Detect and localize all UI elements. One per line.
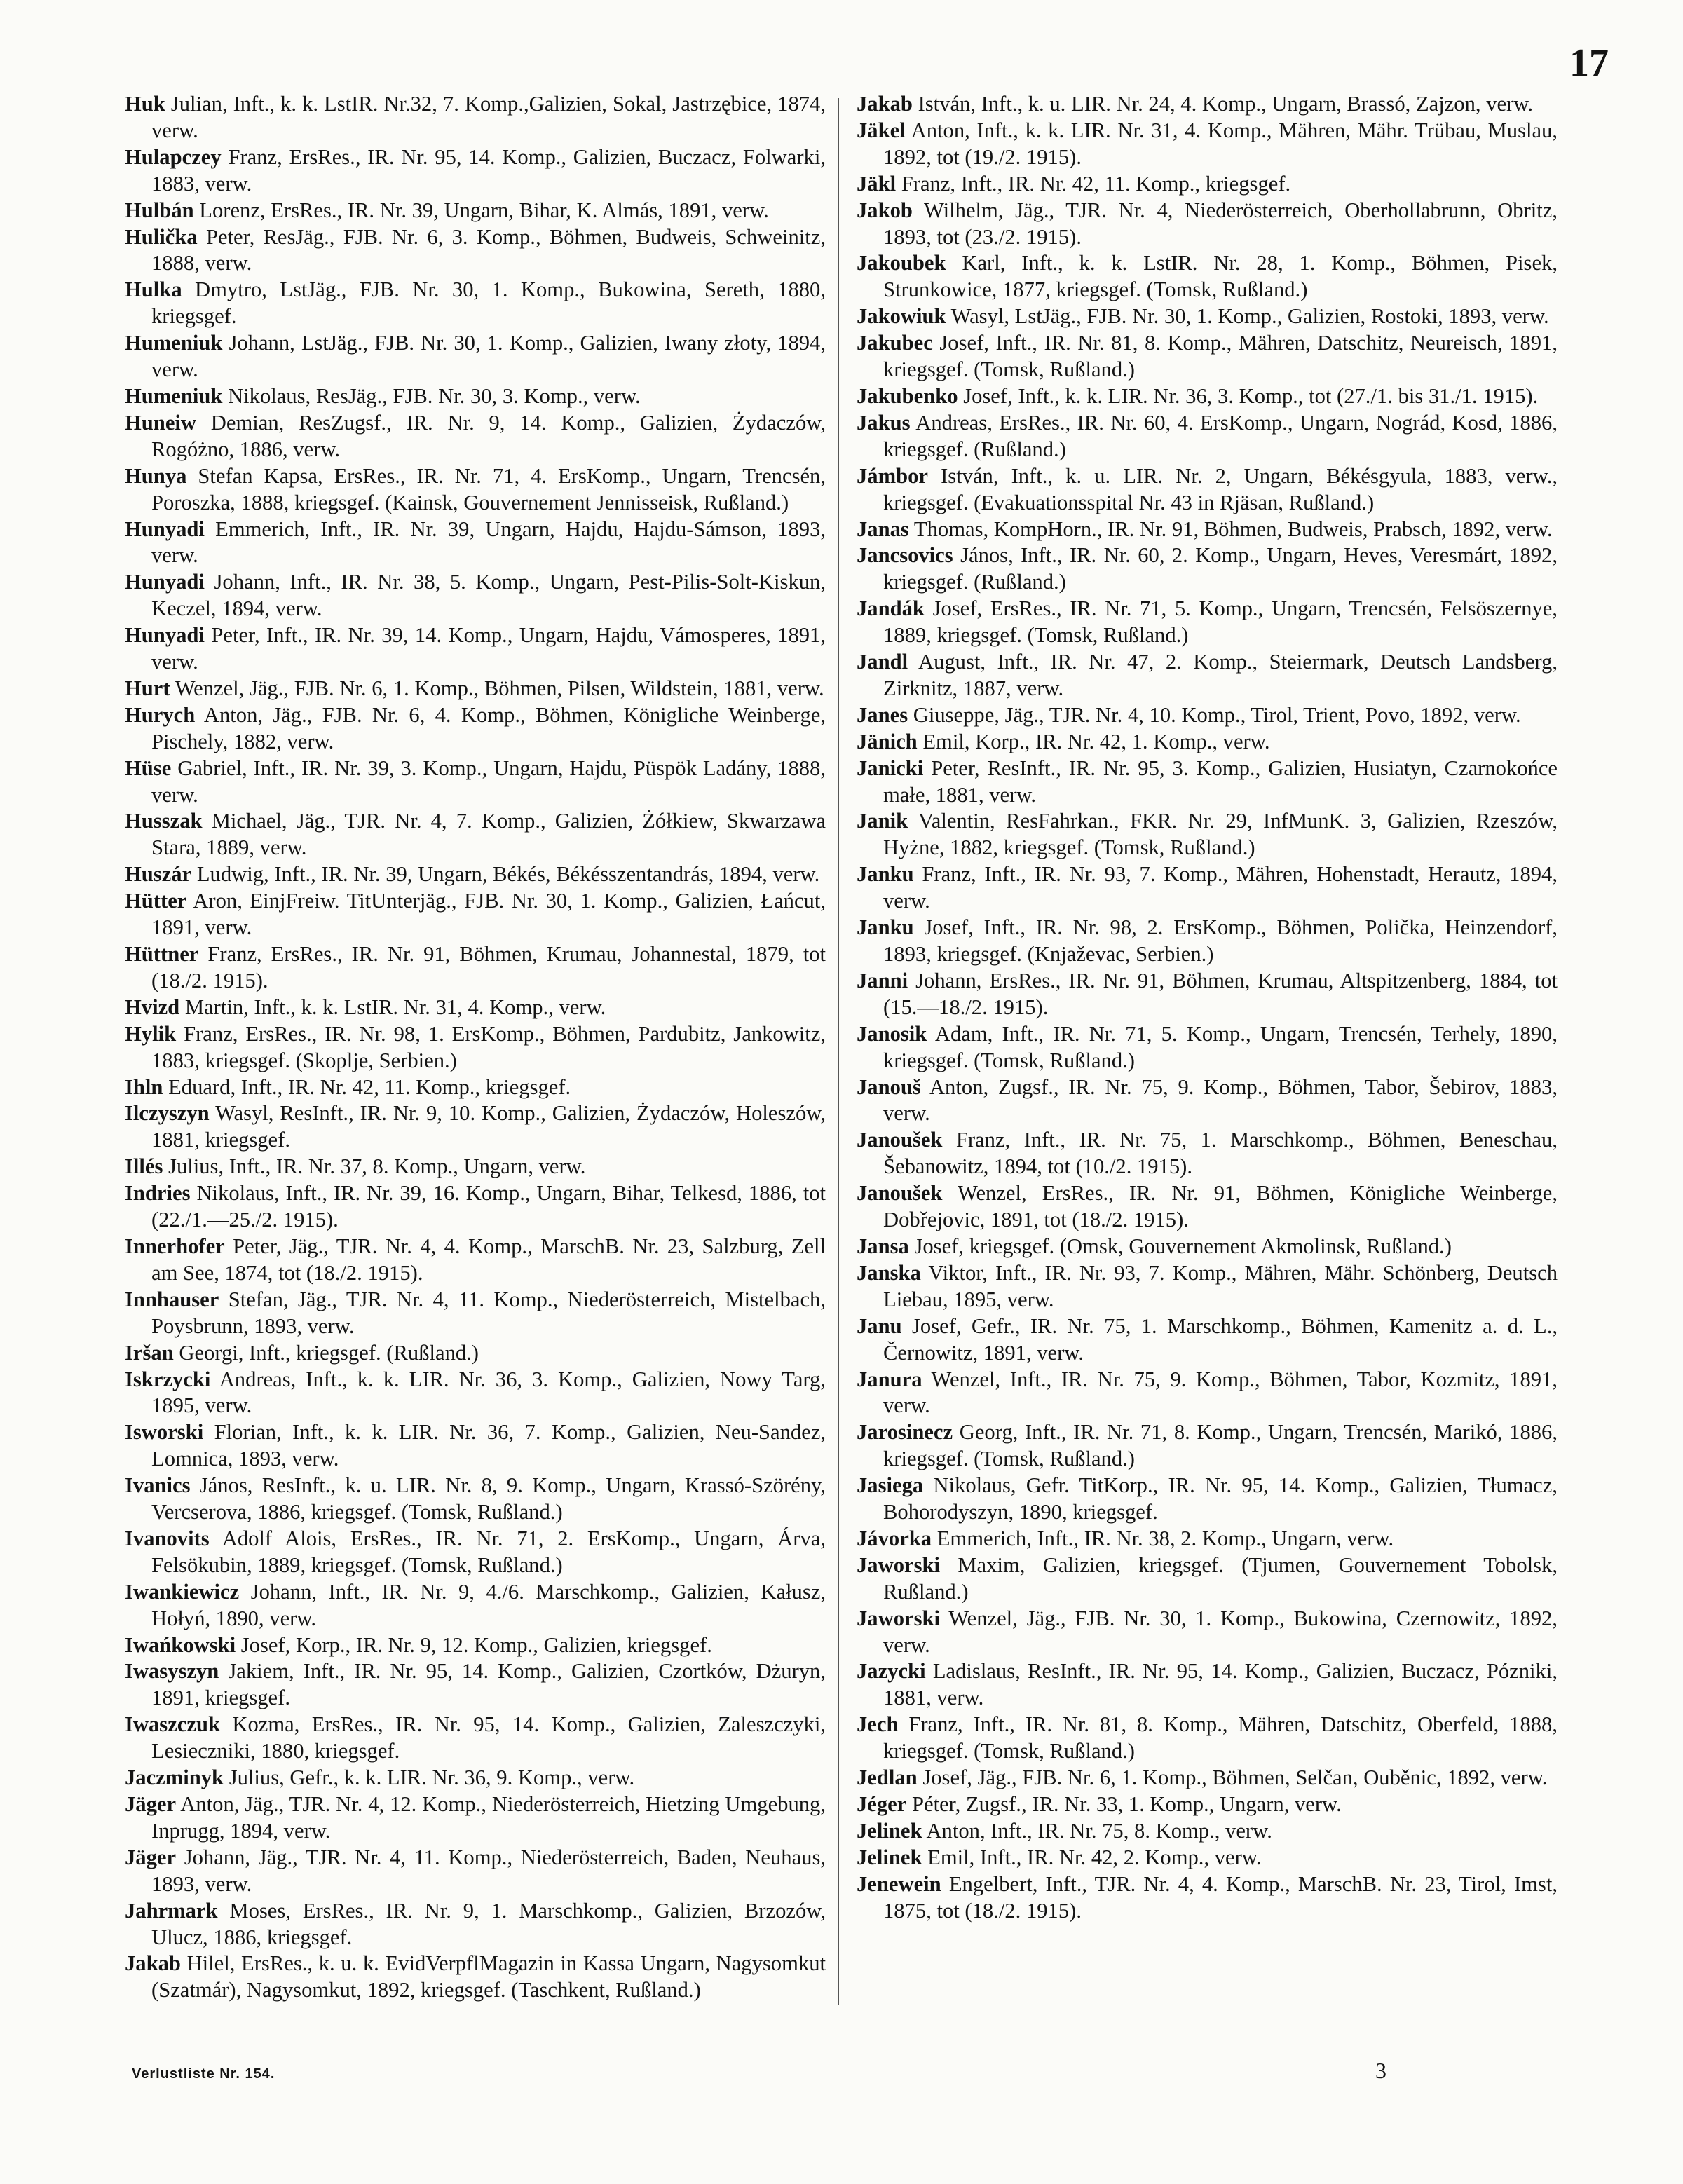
- entry-surname: Jäger: [125, 1792, 177, 1816]
- entry-details: Maxim, Galizien, kriegsgef. (Tjumen, Gouvernement Tobolsk, Rußland.): [883, 1552, 1558, 1604]
- entry-details: István, Inft., k. u. LIR. Nr. 24, 4. Komp., Ungarn, Brassó, Zajzon, verw.: [918, 92, 1534, 116]
- casualty-entry: [857, 410, 1558, 463]
- casualty-entry: [125, 676, 826, 702]
- entry-surname: Janura: [857, 1367, 922, 1391]
- entry-surname: Isworski: [125, 1420, 204, 1445]
- entry-details: Nikolaus, Gefr. TitKorp., IR. Nr. 95, 14. Komp., Galizien, Tłumacz, Bohorodyszyn, 1890, kriegsgef.: [883, 1473, 1558, 1524]
- entry-details: Dmytro, LstJäg., FJB. Nr. 30, 1. Komp., Bukowina, Sereth, 1880, kriegsgef.: [151, 278, 826, 329]
- entry-details: Anton, Jäg., TJR. Nr. 4, 12. Komp., Niederösterreich, Hietzing Umgebung, Inprugg, 1894, verw.: [151, 1792, 826, 1843]
- entry-surname: Janik: [857, 809, 908, 833]
- casualty-entry: [857, 808, 1558, 861]
- entry-details: Wasyl, LstJäg., FJB. Nr. 30, 1. Komp., Galizien, Rostoki, 1893, verw.: [950, 304, 1549, 329]
- casualty-entry: [857, 1712, 1558, 1765]
- casualty-entry: [857, 1818, 1558, 1845]
- casualty-entry: [857, 517, 1558, 543]
- entry-surname: Hüttner: [125, 942, 199, 966]
- casualty-entry: [857, 1127, 1558, 1180]
- entry-details: Valentin, ResFahrkan., FKR. Nr. 29, InfMunK. 3, Galizien, Rzeszów, Hyżne, 1882, kriegsgef. (Tomsk, Rußland.): [883, 809, 1558, 860]
- left-column: [125, 91, 826, 2004]
- casualty-entry: [125, 1845, 826, 1898]
- entry-surname: Jäkel: [857, 118, 906, 142]
- entry-surname: Janni: [857, 968, 908, 992]
- entry-details: Viktor, Inft., IR. Nr. 93, 7. Komp., Mähren, Mähr. Schönberg, Deutsch Liebau, 1895, verw.: [883, 1260, 1558, 1311]
- entry-surname: Jelinek: [857, 1845, 922, 1869]
- casualty-entry: [125, 198, 826, 224]
- casualty-entry: [857, 1473, 1558, 1526]
- entry-details: Engelbert, Inft., TJR. Nr. 4, 4. Komp., MarschB. Nr. 23, Tirol, Imst, 1875, tot (18./2. 1915).: [883, 1871, 1558, 1923]
- entry-details: Peter, ResInft., IR. Nr. 95, 3. Komp., Galizien, Husiatyn, Czarnokońce małe, 1881, verw.: [883, 756, 1558, 807]
- entry-surname: Janicki: [857, 756, 924, 780]
- casualty-entry: [125, 91, 826, 144]
- casualty-entry: [125, 808, 826, 861]
- casualty-entry: [125, 1898, 826, 1951]
- entry-details: Ludwig, Inft., IR. Nr. 39, Ungarn, Békés, Békésszentandrás, 1894, verw.: [196, 862, 820, 887]
- entry-details: August, Inft., IR. Nr. 47, 2. Komp., Steiermark, Deutsch Landsberg, Zirknitz, 1887, verw.: [883, 650, 1558, 700]
- entry-surname: Janes: [857, 702, 908, 727]
- casualty-entry: [125, 995, 826, 1021]
- entry-details: Josef, Jäg., FJB. Nr. 6, 1. Komp., Böhmen, Selčan, Ouběnic, 1892, verw.: [922, 1766, 1548, 1790]
- casualty-entry: [857, 383, 1558, 410]
- casualty-entry: [125, 330, 826, 383]
- casualty-entry: [857, 542, 1558, 596]
- entry-surname: Ihln: [125, 1074, 163, 1099]
- entry-details: Stefan Kapsa, ErsRes., IR. Nr. 71, 4. ErsKomp., Ungarn, Trencsén, Poroszka, 1888, kriegsgef. (Kainsk, Gouvernement Jennisseisk, Rußland.): [151, 463, 826, 514]
- casualty-entry: [857, 463, 1558, 517]
- casualty-entry: [857, 330, 1558, 383]
- casualty-entry: [857, 729, 1558, 756]
- casualty-entry: [857, 915, 1558, 968]
- entry-surname: Iskrzycki: [125, 1367, 211, 1391]
- list-label: Verlustliste Nr. 154.: [132, 2066, 275, 2082]
- casualty-entry: [857, 1526, 1558, 1552]
- casualty-entry: [857, 1871, 1558, 1925]
- entry-details: Franz, ErsRes., IR. Nr. 95, 14. Komp., Galizien, Buczacz, Folwarki, 1883, verw.: [151, 144, 826, 196]
- casualty-entry: [125, 144, 826, 198]
- entry-surname: Jäger: [125, 1845, 177, 1869]
- casualty-entry: [125, 463, 826, 517]
- casualty-entry: [125, 517, 826, 570]
- casualty-entry: [857, 596, 1558, 649]
- entry-details: Franz, ErsRes., IR. Nr. 98, 1. ErsKomp., Böhmen, Pardubitz, Jankowitz, 1883, kriegsgef. (Skoplje, Serbien.): [151, 1021, 826, 1072]
- entry-surname: Hunyadi: [125, 517, 205, 541]
- casualty-entry: [125, 1074, 826, 1101]
- casualty-entry: [857, 1606, 1558, 1659]
- entry-surname: Jandák: [857, 596, 925, 621]
- casualty-entry: [857, 1791, 1558, 1818]
- entry-surname: Iwasyszyn: [125, 1659, 219, 1684]
- entry-details: Kozma, ErsRes., IR. Nr. 95, 14. Komp., Galizien, Zaleszczyki, Lesieczniki, 1880, kriegsgef.: [151, 1712, 826, 1763]
- casualty-entry: [857, 1845, 1558, 1871]
- casualty-entry: [857, 303, 1558, 330]
- casualty-entry: [857, 171, 1558, 198]
- entry-details: János, ResInft., k. u. LIR. Nr. 8, 9. Komp., Ungarn, Krassó-Szörény, Vercserova, 1886, kriegsgef. (Tomsk, Rußland.): [151, 1473, 826, 1524]
- entry-details: Moses, ErsRes., IR. Nr. 9, 1. Marschkomp., Galizien, Brzozów, Ulucz, 1886, kriegsgef.: [151, 1898, 826, 1949]
- casualty-entry: [857, 250, 1558, 303]
- entry-details: Wenzel, ErsRes., IR. Nr. 91, Böhmen, Königliche Weinberge, Dobřejovic, 1891, tot (18./2. 1915).: [883, 1181, 1558, 1232]
- casualty-entry: [857, 1658, 1558, 1712]
- entry-surname: Hunyadi: [125, 623, 205, 648]
- entry-surname: Jelinek: [857, 1818, 922, 1843]
- casualty-entry: [857, 702, 1558, 729]
- entry-surname: Iwankiewicz: [125, 1579, 240, 1604]
- entry-details: Julius, Inft., IR. Nr. 37, 8. Komp., Ungarn, verw.: [168, 1154, 586, 1179]
- entry-details: Anton, Inft., IR. Nr. 75, 8. Komp., verw.: [926, 1818, 1272, 1843]
- entry-details: Demian, ResZugsf., IR. Nr. 9, 14. Komp., Galizien, Żydaczów, Rogóżno, 1886, verw.: [151, 410, 826, 461]
- casualty-entry: [857, 861, 1558, 915]
- entry-surname: Jakab: [125, 1951, 181, 1976]
- entry-surname: Hüse: [125, 756, 172, 780]
- entry-surname: Jávorka: [857, 1526, 932, 1550]
- entry-surname: Janska: [857, 1260, 921, 1285]
- entry-details: Josef, Inft., IR. Nr. 98, 2. ErsKomp., Böhmen, Polička, Heinzendorf, 1893, kriegsgef. (Knjaževac, Serbien.): [883, 915, 1558, 966]
- casualty-entry: [125, 1658, 826, 1712]
- entry-details: Stefan, Jäg., TJR. Nr. 4, 11. Komp., Niederösterreich, Mistelbach, Poysbrunn, 1893, verw.: [151, 1287, 826, 1338]
- entry-details: Andreas, Inft., k. k. LIR. Nr. 36, 3. Komp., Galizien, Nowy Targ, 1895, verw.: [151, 1367, 826, 1418]
- casualty-entry: [125, 1526, 826, 1579]
- right-column: [857, 91, 1558, 1925]
- entry-details: Johann, ErsRes., IR. Nr. 91, Böhmen, Krumau, Altspitzenberg, 1884, tot (15.—18./2. 1915).: [883, 968, 1558, 1019]
- entry-surname: Jandl: [857, 650, 908, 674]
- entry-surname: Janoušek: [857, 1128, 943, 1152]
- entry-surname: Jäkl: [857, 171, 897, 196]
- entry-details: Lorenz, ErsRes., IR. Nr. 39, Ungarn, Bihar, K. Almás, 1891, verw.: [199, 198, 769, 222]
- entry-surname: Jazycki: [857, 1659, 926, 1684]
- casualty-entry: [857, 198, 1558, 251]
- entry-surname: Jancsovics: [857, 543, 953, 568]
- casualty-entry: [125, 1579, 826, 1632]
- entry-details: Ladislaus, ResInft., IR. Nr. 95, 14. Komp., Galizien, Buczacz, Pózniki, 1881, verw.: [883, 1659, 1558, 1710]
- casualty-entry: [125, 1473, 826, 1526]
- casualty-entry: [857, 756, 1558, 809]
- casualty-entry: [125, 1100, 826, 1154]
- entry-surname: Jech: [857, 1712, 899, 1737]
- entry-surname: Jéger: [857, 1792, 907, 1816]
- entry-surname: Jámbor: [857, 463, 928, 488]
- entry-details: Franz, Inft., IR. Nr. 93, 7. Komp., Mähren, Hohenstadt, Herautz, 1894, verw.: [883, 862, 1558, 913]
- casualty-entry: [857, 91, 1558, 118]
- casualty-entry: [125, 1712, 826, 1765]
- casualty-entry: [857, 1021, 1558, 1074]
- entry-surname: Jasiega: [857, 1473, 924, 1498]
- entry-details: Wilhelm, Jäg., TJR. Nr. 4, Niederösterreich, Oberhollabrunn, Obritz, 1893, tot (23./2. 1915).: [883, 198, 1558, 249]
- entry-details: Adolf Alois, ErsRes., IR. Nr. 71, 2. ErsKomp., Ungarn, Árva, Felsökubin, 1889, kriegsgef. (Tomsk, Rußland.): [151, 1526, 826, 1577]
- casualty-entry: [125, 1951, 826, 2004]
- entry-surname: Hurt: [125, 676, 170, 700]
- casualty-entry: [125, 1632, 826, 1659]
- entry-surname: Illés: [125, 1154, 163, 1179]
- casualty-entry: [125, 1340, 826, 1367]
- entry-details: Julius, Gefr., k. k. LIR. Nr. 36, 9. Komp., verw.: [229, 1766, 635, 1790]
- entry-surname: Janku: [857, 915, 914, 940]
- entry-surname: Hunya: [125, 463, 187, 488]
- casualty-entry: [125, 224, 826, 278]
- entry-details: Emmerich, Inft., IR. Nr. 38, 2. Komp., Ungarn, verw.: [936, 1526, 1394, 1550]
- entry-details: Hilel, ErsRes., k. u. k. EvidVerpflMagazin in Kassa Ungarn, Nagysomkut (Szatmár), Nagysomkut, 1892, kriegsgef. (Taschkent, Rußland.): [151, 1951, 826, 2002]
- casualty-entry: [125, 1234, 826, 1287]
- entry-surname: Ivanics: [125, 1473, 191, 1498]
- casualty-entry: [125, 1287, 826, 1340]
- casualty-entry: [857, 1313, 1558, 1367]
- entry-details: Giuseppe, Jäg., TJR. Nr. 4, 10. Komp., Tirol, Trient, Povo, 1892, verw.: [913, 702, 1521, 727]
- entry-surname: Hvizd: [125, 995, 180, 1019]
- entry-details: Julian, Inft., k. k. LstIR. Nr.32, 7. Komp.,Galizien, Sokal, Jastrzębice, 1874, verw.: [151, 92, 826, 142]
- casualty-entry: [125, 888, 826, 941]
- casualty-entry: [857, 1234, 1558, 1260]
- casualty-entry: [125, 622, 826, 676]
- entry-surname: Hulbán: [125, 198, 194, 222]
- entry-details: Gabriel, Inft., IR. Nr. 39, 3. Komp., Ungarn, Hajdu, Püspök Ladány, 1888, verw.: [151, 756, 826, 807]
- entry-surname: Iwaszczuk: [125, 1712, 220, 1737]
- entry-details: Franz, Inft., IR. Nr. 75, 1. Marschkomp., Böhmen, Beneschau, Šebanowitz, 1894, tot (10./2. 1915).: [883, 1128, 1558, 1179]
- entry-details: Peter, ResJäg., FJB. Nr. 6, 3. Komp., Böhmen, Budweis, Schweinitz, 1888, verw.: [151, 224, 826, 275]
- entry-details: Emil, Korp., IR. Nr. 42, 1. Komp., verw.: [922, 729, 1270, 753]
- entry-details: Wenzel, Jäg., FJB. Nr. 6, 1. Komp., Böhmen, Pilsen, Wildstein, 1881, verw.: [175, 676, 824, 700]
- entry-surname: Huk: [125, 92, 165, 116]
- entry-details: Emmerich, Inft., IR. Nr. 39, Ungarn, Hajdu, Hajdu-Sámson, 1893, verw.: [151, 517, 826, 568]
- entry-surname: Hunyadi: [125, 570, 205, 594]
- entry-surname: Huszár: [125, 862, 192, 887]
- entry-details: Thomas, KompHorn., IR. Nr. 91, Böhmen, Budweis, Prabsch, 1892, verw.: [913, 517, 1553, 541]
- entry-details: Georg, Inft., IR. Nr. 71, 8. Komp., Ungarn, Trencsén, Marikó, 1886, kriegsgef. (Tomsk, Rußland.): [883, 1420, 1558, 1471]
- entry-surname: Iršan: [125, 1340, 174, 1365]
- entry-details: Wenzel, Jäg., FJB. Nr. 30, 1. Komp., Bukowina, Czernowitz, 1892, verw.: [883, 1606, 1558, 1657]
- entry-surname: Jaworski: [857, 1552, 940, 1577]
- entry-surname: Jarosinecz: [857, 1420, 953, 1445]
- casualty-entry: [857, 1552, 1558, 1606]
- entry-surname: Jaczminyk: [125, 1766, 224, 1790]
- entry-surname: Hulka: [125, 278, 182, 302]
- entry-surname: Humeniuk: [125, 383, 223, 408]
- entry-details: Josef, kriegsgef. (Omsk, Gouvernement Akmolinsk, Rußland.): [914, 1234, 1452, 1258]
- entry-surname: Janku: [857, 862, 914, 887]
- casualty-entry: [125, 1180, 826, 1234]
- casualty-entry: [857, 1367, 1558, 1420]
- casualty-entry: [125, 702, 826, 756]
- entry-details: Franz, Inft., IR. Nr. 81, 8. Komp., Mähren, Datschitz, Oberfeld, 1888, kriegsgef. (Tomsk, Rußland.): [883, 1712, 1558, 1763]
- entry-surname: Indries: [125, 1181, 191, 1206]
- entry-details: Emil, Inft., IR. Nr. 42, 2. Komp., verw.: [927, 1845, 1262, 1869]
- casualty-entry: [125, 1367, 826, 1420]
- page-number: 17: [1569, 41, 1609, 85]
- casualty-entry: [125, 756, 826, 809]
- entry-surname: Janu: [857, 1313, 902, 1338]
- entry-details: Anton, Zugsf., IR. Nr. 75, 9. Komp., Böhmen, Tabor, Šebirov, 1883, verw.: [883, 1074, 1558, 1126]
- entry-surname: Ivanovits: [125, 1526, 210, 1550]
- entry-surname: Iwańkowski: [125, 1632, 236, 1657]
- entry-details: Anton, Jäg., FJB. Nr. 6, 4. Komp., Böhmen, Königliche Weinberge, Pischely, 1882, verw.: [151, 702, 826, 753]
- entry-details: Johann, LstJäg., FJB. Nr. 30, 1. Komp., Galizien, Iwany złoty, 1894, verw.: [151, 331, 826, 382]
- entry-details: Josef, ErsRes., IR. Nr. 71, 5. Komp., Ungarn, Trencsén, Felsöszernye, 1889, kriegsgef. (Tomsk, Rußland.): [883, 596, 1558, 648]
- entry-surname: Janouš: [857, 1074, 921, 1099]
- entry-details: János, Inft., IR. Nr. 60, 2. Komp., Ungarn, Heves, Veresmárt, 1892, kriegsgef. (Rußland.): [883, 543, 1558, 594]
- entry-surname: Huneiw: [125, 410, 196, 435]
- entry-surname: Jakubenko: [857, 383, 958, 408]
- entry-details: Josef, Inft., k. k. LIR. Nr. 36, 3. Komp., tot (27./1. bis 31./1. 1915).: [963, 383, 1539, 408]
- casualty-entry: [125, 383, 826, 410]
- entry-surname: Jänich: [857, 729, 918, 753]
- entry-surname: Humeniuk: [125, 331, 223, 355]
- casualty-entry: [125, 941, 826, 995]
- entry-surname: Jakus: [857, 410, 911, 435]
- casualty-entry: [857, 968, 1558, 1021]
- entry-surname: Hulička: [125, 224, 198, 249]
- entry-details: Michael, Jäg., TJR. Nr. 4, 7. Komp., Galizien, Żółkiew, Skwarzawa Stara, 1889, verw.: [151, 809, 826, 860]
- entry-surname: Janosik: [857, 1021, 927, 1046]
- entry-surname: Hurych: [125, 702, 196, 727]
- entry-details: István, Inft., k. u. LIR. Nr. 2, Ungarn, Békésgyula, 1883, verw., kriegsgef. (Evakuationsspital Nr. 43 in Rjäsan, Rußland.): [883, 463, 1558, 514]
- entry-details: Josef, Gefr., IR. Nr. 75, 1. Marschkomp., Böhmen, Kamenitz a. d. L., Černowitz, 1891, verw.: [883, 1313, 1558, 1365]
- casualty-entry: [857, 1765, 1558, 1791]
- entry-surname: Hütter: [125, 889, 187, 913]
- entry-details: Peter, Jäg., TJR. Nr. 4, 4. Komp., MarschB. Nr. 23, Salzburg, Zell am See, 1874, tot (18./2. 1915).: [151, 1234, 826, 1285]
- entry-details: Franz, ErsRes., IR. Nr. 91, Böhmen, Krumau, Johannestal, 1879, tot (18./2. 1915).: [151, 942, 826, 992]
- casualty-entry: [125, 569, 826, 622]
- casualty-entry: [857, 1074, 1558, 1128]
- column-divider: [838, 98, 839, 2005]
- casualty-entry: [857, 1419, 1558, 1473]
- entry-surname: Jahrmark: [125, 1898, 218, 1923]
- entry-surname: Jaworski: [857, 1606, 940, 1630]
- entry-surname: Jakubec: [857, 331, 933, 355]
- entry-surname: Jansa: [857, 1234, 909, 1258]
- entry-details: Nikolaus, ResJäg., FJB. Nr. 30, 3. Komp., verw.: [228, 383, 641, 408]
- casualty-entry: [857, 649, 1558, 702]
- entry-details: Johann, Inft., IR. Nr. 9, 4./6. Marschkomp., Galizien, Kałusz, Hołyń, 1890, verw.: [151, 1579, 826, 1630]
- entry-details: Josef, Korp., IR. Nr. 9, 12. Komp., Galizien, kriegsgef.: [240, 1632, 712, 1657]
- entry-surname: Husszak: [125, 809, 203, 833]
- entry-details: Josef, Inft., IR. Nr. 81, 8. Komp., Mähren, Datschitz, Neureisch, 1891, kriegsgef. (Tomsk, Rußland.): [883, 331, 1558, 382]
- casualty-entry: [125, 1791, 826, 1845]
- entry-surname: Janoušek: [857, 1181, 943, 1206]
- entry-surname: Innerhofer: [125, 1234, 225, 1258]
- entry-details: Martin, Inft., k. k. LstIR. Nr. 31, 4. Komp., verw.: [184, 995, 606, 1019]
- entry-surname: Jakowiuk: [857, 304, 946, 329]
- entry-details: Andreas, ErsRes., IR. Nr. 60, 4. ErsKomp., Ungarn, Nográd, Kosd, 1886, kriegsgef. (Rußland.): [883, 410, 1558, 461]
- entry-surname: Hylik: [125, 1021, 177, 1046]
- entry-details: Johann, Jäg., TJR. Nr. 4, 11. Komp., Niederösterreich, Baden, Neuhaus, 1893, verw.: [151, 1845, 826, 1896]
- entry-details: Georgi, Inft., kriegsgef. (Rußland.): [179, 1340, 479, 1365]
- entry-details: Aron, EinjFreiw. TitUnterjäg., FJB. Nr. 30, 1. Komp., Galizien, Łańcut, 1891, verw.: [151, 889, 826, 940]
- entry-surname: Janas: [857, 517, 909, 541]
- casualty-entry: [125, 1419, 826, 1473]
- entry-details: Wenzel, Inft., IR. Nr. 75, 9. Komp., Böhmen, Tabor, Kozmitz, 1891, verw.: [883, 1367, 1558, 1418]
- entry-surname: Jakob: [857, 198, 913, 222]
- casualty-entry: [125, 410, 826, 463]
- entry-surname: Ilczyszyn: [125, 1101, 210, 1126]
- entry-details: Karl, Inft., k. k. LstIR. Nr. 28, 1. Komp., Böhmen, Pisek, Strunkowice, 1877, kriegsgef. (Tomsk, Rußland.): [883, 251, 1558, 302]
- casualty-entry: [125, 277, 826, 330]
- entry-details: Adam, Inft., IR. Nr. 71, 5. Komp., Ungarn, Trencsén, Terhely, 1890, kriegsgef. (Tomsk, Rußland.): [883, 1021, 1558, 1072]
- entry-surname: Jakab: [857, 92, 913, 116]
- entry-details: Jakiem, Inft., IR. Nr. 95, 14. Komp., Galizien, Czortków, Dżuryn, 1891, kriegsgef.: [151, 1659, 826, 1710]
- entry-details: Anton, Inft., k. k. LIR. Nr. 31, 4. Komp., Mähren, Mähr. Trübau, Muslau, 1892, tot (19./2. 1915).: [883, 118, 1558, 169]
- entry-details: Peter, Inft., IR. Nr. 39, 14. Komp., Ungarn, Hajdu, Vámosperes, 1891, verw.: [151, 623, 826, 674]
- entry-details: Franz, Inft., IR. Nr. 42, 11. Komp., kriegsgef.: [901, 171, 1291, 196]
- casualty-entry: [125, 1021, 826, 1074]
- entry-surname: Jedlan: [857, 1766, 918, 1790]
- entry-surname: Innhauser: [125, 1287, 219, 1311]
- entry-details: Péter, Zugsf., IR. Nr. 33, 1. Komp., Ungarn, verw.: [912, 1792, 1342, 1816]
- casualty-entry: [857, 1180, 1558, 1234]
- casualty-entry: [125, 1154, 826, 1180]
- entry-details: Nikolaus, Inft., IR. Nr. 39, 16. Komp., Ungarn, Bihar, Telkesd, 1886, tot (22./1.—25./2. 1915).: [151, 1181, 826, 1232]
- entry-details: Johann, Inft., IR. Nr. 38, 5. Komp., Ungarn, Pest-Pilis-Solt-Kiskun, Keczel, 1894, verw.: [151, 570, 826, 621]
- entry-details: Eduard, Inft., IR. Nr. 42, 11. Komp., kriegsgef.: [168, 1074, 571, 1099]
- entry-details: Wasyl, ResInft., IR. Nr. 9, 10. Komp., Galizien, Żydaczów, Holeszów, 1881, kriegsgef.: [151, 1101, 826, 1152]
- casualty-entry: [125, 1765, 826, 1791]
- signature-mark: 3: [1375, 2058, 1386, 2083]
- entry-surname: Jakoubek: [857, 251, 946, 275]
- entry-surname: Hulapczey: [125, 144, 222, 169]
- casualty-entry: [857, 1260, 1558, 1313]
- casualty-entry: [857, 118, 1558, 171]
- entry-details: Florian, Inft., k. k. LIR. Nr. 36, 7. Komp., Galizien, Neu-Sandez, Lomnica, 1893, verw.: [151, 1420, 826, 1471]
- casualty-entry: [125, 861, 826, 888]
- entry-surname: Jenewein: [857, 1871, 941, 1896]
